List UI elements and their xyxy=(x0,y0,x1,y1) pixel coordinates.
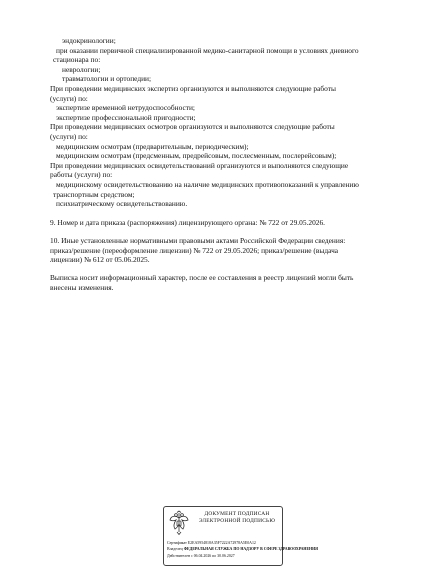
note-line: Выписка носит информационный характер, после ее составления в реестр лицензий могли быть xyxy=(50,273,354,283)
section-10-line: лицензии) № 612 от 05.06.2025. xyxy=(50,255,150,265)
owner-label: Владелец xyxy=(167,547,183,552)
disclaimer-note xyxy=(50,273,400,292)
stamp-heading xyxy=(192,511,282,524)
owner-value: ФЕДЕРАЛЬНАЯ СЛУЖБА ПО НАДЗОРУ В СФЕРЕ ЗДРАВООХРАНЕНИЯ xyxy=(183,547,318,552)
section-10-line: 10. Иные установленные нормативными правовыми актами Российской Федерации сведения: xyxy=(50,236,346,246)
document-line: при оказании первичной специализированной медико-санитарной помощи в условиях дневного xyxy=(56,45,359,55)
document-line: эндокринологии; xyxy=(62,36,116,45)
e-signature-stamp xyxy=(163,506,318,566)
validity-row: Действителен с 06.04.2026 по 30.06.2027 xyxy=(167,553,235,558)
document-line: транспортным средством; xyxy=(53,189,135,199)
coat-of-arms-icon xyxy=(167,510,191,536)
section-10 xyxy=(50,236,400,265)
document-page xyxy=(50,36,400,292)
document-line: работы (услуги) по: xyxy=(50,170,113,180)
document-line: При проведении медицинских осмотров организуются и выполняются следующие работы xyxy=(50,122,335,132)
stamp-title: ДОКУМЕНТ ПОДПИСАН xyxy=(204,511,270,517)
document-line: стационара по: xyxy=(53,55,101,65)
document-line: экспертизе временной нетрудоспособности; xyxy=(56,103,195,113)
document-line: (услуги) по: xyxy=(50,93,88,103)
note-line: внесены изменения. xyxy=(50,282,114,292)
stamp-details xyxy=(167,540,367,559)
stamp-subtitle: ЭЛЕКТРОННОЙ ПОДПИСЬЮ xyxy=(198,517,276,524)
certificate-value: E2EA5954818A35F7222A72978A5E0A12 xyxy=(187,541,256,545)
document-line: медицинскому освидетельствованию на наличие медицинских противопоказаний к управлению xyxy=(56,179,359,189)
document-line: медицинским осмотрам (предварительным, периодическим); xyxy=(56,141,249,151)
section-10-line: приказ/решение (переоформление лицензии) № 722 от 29.05.2026; приказ/решение (выдача xyxy=(50,245,339,255)
document-line: психиатрическому освидетельствованию. xyxy=(56,199,188,209)
document-line: При проведении медицинских освидетельствований организуются и выполняются следующие xyxy=(50,160,349,170)
activity-list xyxy=(50,36,400,209)
document-line: неврологии; xyxy=(62,64,101,74)
document-line: экспертизе профессиональной пригодности; xyxy=(56,112,196,122)
section-9: 9. Номер и дата приказа (распоряжения) лицензирующего органа: № 722 от 29.05.2026. xyxy=(50,217,326,227)
document-line: (услуги) по: xyxy=(50,131,88,141)
document-line: При проведении медицинских экспертиз организуются и выполняются следующие работы xyxy=(50,83,336,93)
document-line: медицинским осмотрам (предсменным, предрейсовым, послесменным, послерейсовым); xyxy=(56,151,337,161)
document-line: травматологии и ортопедии; xyxy=(62,74,152,84)
certificate-label: Сертификат xyxy=(167,541,187,545)
